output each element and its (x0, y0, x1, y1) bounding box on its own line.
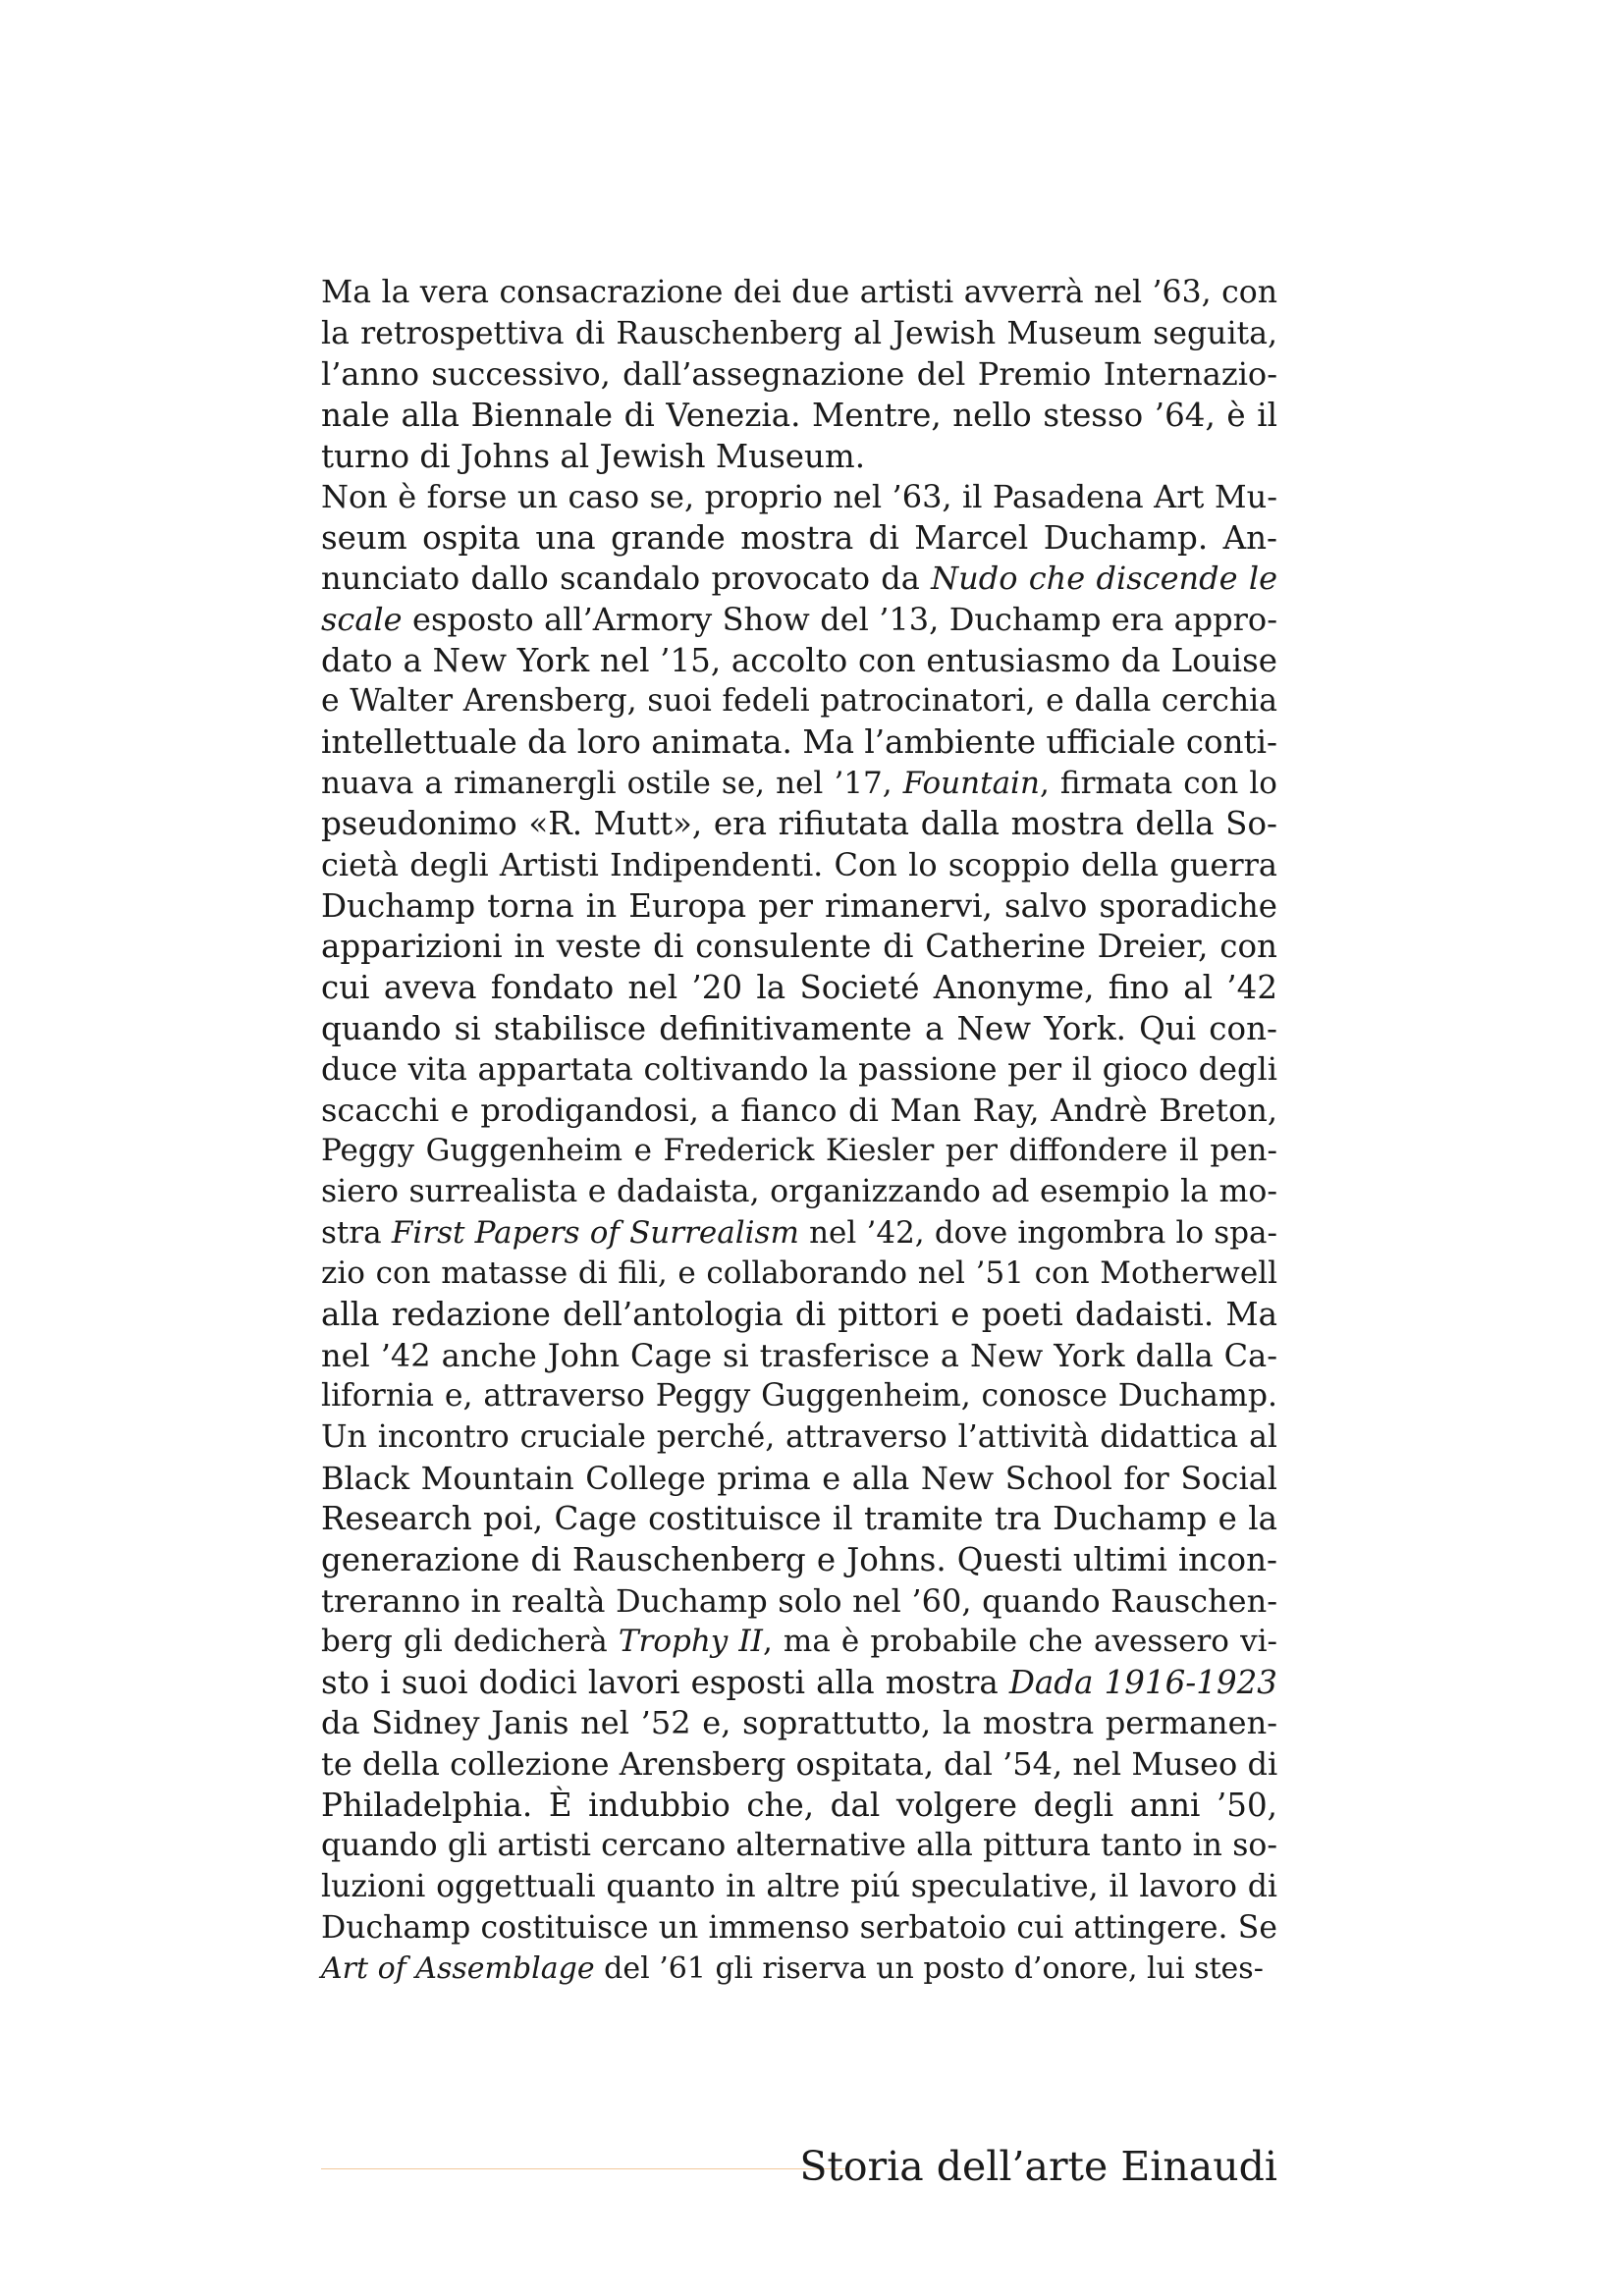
text-line (321, 1254, 1277, 1295)
text-run: Peggy Guggenheim e Frederick Kiesler per diffondere il pen- (321, 1133, 1277, 1169)
text-line (321, 396, 1277, 437)
text-run: nuava a rimanergli ostile se, nel ’17, (321, 765, 903, 801)
text-run: apparizioni in veste di consulente di Catherine Dreier, con (321, 928, 1277, 966)
text-run: Black Mountain College prima e alla New School for Social (321, 1459, 1277, 1497)
text-run: esposto all’Armory Show del ’13, Duchamp era appro- (402, 601, 1277, 639)
text-line (321, 681, 1277, 722)
text-run: da Sidney Janis nel ’52 e, soprattutto, la mostra permanen- (321, 1704, 1277, 1742)
text-run: scacchi e prodigandosi, a fianco di Man Ray, Andrè Breton, (321, 1091, 1277, 1129)
text-line (321, 273, 1277, 314)
text-line (321, 477, 1277, 518)
text-line (321, 1663, 1277, 1704)
text-run: l’anno successivo, dall’assegnazione del Premio Internazio- (321, 355, 1277, 394)
text-line (321, 354, 1277, 396)
italic-title: Fountain (902, 765, 1040, 801)
text-line (321, 559, 1277, 600)
text-line (321, 722, 1277, 764)
italic-title: First Papers of Surrealism (391, 1214, 799, 1251)
text-line (321, 1213, 1277, 1255)
text-line (321, 437, 1277, 478)
text-line (321, 1336, 1277, 1377)
text-run: Un incontro cruciale perché, attraverso l’attività didattica al (321, 1418, 1277, 1455)
text-run: te della collezione Arensberg ospitata, dal ’54, nel Museo di (321, 1745, 1278, 1784)
text-line (321, 1867, 1277, 1908)
text-run: sto i suoi dodici lavori esposti alla mostra (321, 1663, 1009, 1701)
italic-title: Trophy II (618, 1624, 763, 1660)
text-run: nale alla Biennale di Venezia. Mentre, nello stesso ’64, è il (321, 396, 1277, 434)
text-run: del ’61 gli riserva un posto d’onore, lui stes- (594, 1951, 1264, 1987)
text-line (321, 1417, 1277, 1459)
text-line (321, 1009, 1277, 1050)
text-run: nunciato dallo scandalo provocato da (321, 560, 932, 598)
text-run: zio con matasse di fili, e collaborando nel ’51 con Motherwell (321, 1255, 1277, 1292)
text-run: siero surrealista e dadaista, organizzando ad esempio la mo- (321, 1174, 1277, 1210)
paragraph (321, 477, 1277, 1990)
text-line (321, 1908, 1277, 1949)
text-run: la retrospettiva di Rauschenberg al Jewish Museum seguita, (321, 315, 1277, 351)
text-line (321, 314, 1277, 355)
text-run: quando gli artisti cercano alternative alla pittura tanto in so- (321, 1828, 1277, 1864)
text-run: nel ’42 anche John Cage si trasferisce a New York dalla Ca- (321, 1336, 1277, 1374)
text-run: e Walter Arensberg, suoi fedeli patrocinatori, e dalla cerchia (321, 683, 1277, 720)
text-line (321, 1459, 1277, 1500)
text-line (321, 804, 1277, 845)
text-run: duce vita appartata coltivando la passione per il gioco degli (321, 1050, 1277, 1089)
text-line (321, 886, 1277, 928)
text-run: Duchamp costituisce un immenso serbatoio cui attingere. Se (321, 1909, 1277, 1946)
text-line (321, 1376, 1277, 1417)
text-run: seum ospita una grande mostra di Marcel Duchamp. An- (321, 518, 1277, 557)
text-run: luzioni oggettuali quanto in altre piú speculative, il lavoro di (321, 1868, 1277, 1904)
text-line (321, 600, 1277, 641)
text-line (321, 1295, 1277, 1336)
italic-title: scale (321, 601, 403, 639)
paragraph (321, 273, 1277, 477)
text-line (321, 1744, 1277, 1786)
text-run: Philadelphia. È indubbio che, dal volgere degli anni ’50, (321, 1786, 1277, 1824)
text-run: cietà degli Artisti Indipendenti. Con lo scoppio della guerra (321, 845, 1277, 883)
text-run: quando si stabilisce definitivamente a New York. Qui con- (321, 1009, 1277, 1047)
text-run: stra (321, 1214, 392, 1251)
text-run: cui aveva fondato nel ’20 la Societé Anonyme, fino al ’42 (321, 968, 1277, 1006)
text-run: , firmata con lo (1039, 765, 1277, 801)
text-run: Duchamp torna in Europa per rimanervi, salvo sporadiche (321, 886, 1277, 925)
text-line (321, 927, 1277, 968)
text-run: alla redazione dell’antologia di pittori e poeti dadaisti. Ma (321, 1296, 1277, 1334)
text-run: Ma la vera consacrazione dei due artisti avverrà nel ’63, con (321, 275, 1277, 310)
text-run: intellettuale da loro animata. Ma l’ambiente ufficiale conti- (321, 723, 1277, 762)
text-run: treranno in realtà Duchamp solo nel ’60, quando Rauschen- (321, 1581, 1277, 1620)
text-line (321, 1622, 1277, 1663)
text-run: lifornia e, attraverso Peggy Guggenheim, conosce Duchamp. (321, 1378, 1277, 1415)
text-line (321, 968, 1277, 1009)
text-line (321, 764, 1277, 805)
text-line (321, 1581, 1277, 1623)
text-run: berg gli dedicherà (321, 1624, 619, 1660)
text-run: turno di Johns al Jewish Museum. (321, 437, 866, 475)
text-line (321, 1131, 1277, 1172)
italic-title: Dada 1916-1923 (1008, 1663, 1277, 1701)
footer-label: Storia dell’arte Einaudi (799, 2143, 1277, 2190)
italic-title: Nudo che discende le (931, 560, 1278, 598)
text-line (321, 1091, 1277, 1132)
text-line (321, 1826, 1277, 1867)
text-run: nel ’42, dove ingombra lo spa- (798, 1214, 1277, 1251)
text-line (321, 1499, 1277, 1540)
text-run: generazione di Rauschenberg e Johns. Questi ultimi incon- (321, 1540, 1277, 1578)
text-line (321, 641, 1277, 682)
text-run: Research poi, Cage costituisce il tramite tra Duchamp e la (321, 1500, 1277, 1538)
body-text (321, 273, 1277, 1990)
text-line (321, 1049, 1277, 1091)
text-line (321, 1949, 1277, 1990)
text-line (321, 1172, 1277, 1213)
footer-rule (321, 2168, 846, 2169)
text-line (321, 1786, 1277, 1827)
text-line (321, 845, 1277, 886)
text-run: dato a New York nel ’15, accolto con entusiasmo da Louise (321, 641, 1277, 679)
text-line (321, 1540, 1277, 1581)
text-run: Non è forse un caso se, proprio nel ’63, il Pasadena Art Mu- (321, 478, 1277, 516)
italic-title: Art of Assemblage (321, 1951, 595, 1987)
text-run: , ma è probabile che avessero vi- (762, 1624, 1278, 1660)
text-run: pseudonimo «R. Mutt», era rifiutata dalla mostra della So- (321, 805, 1277, 843)
text-line (321, 518, 1277, 560)
text-line (321, 1703, 1277, 1744)
